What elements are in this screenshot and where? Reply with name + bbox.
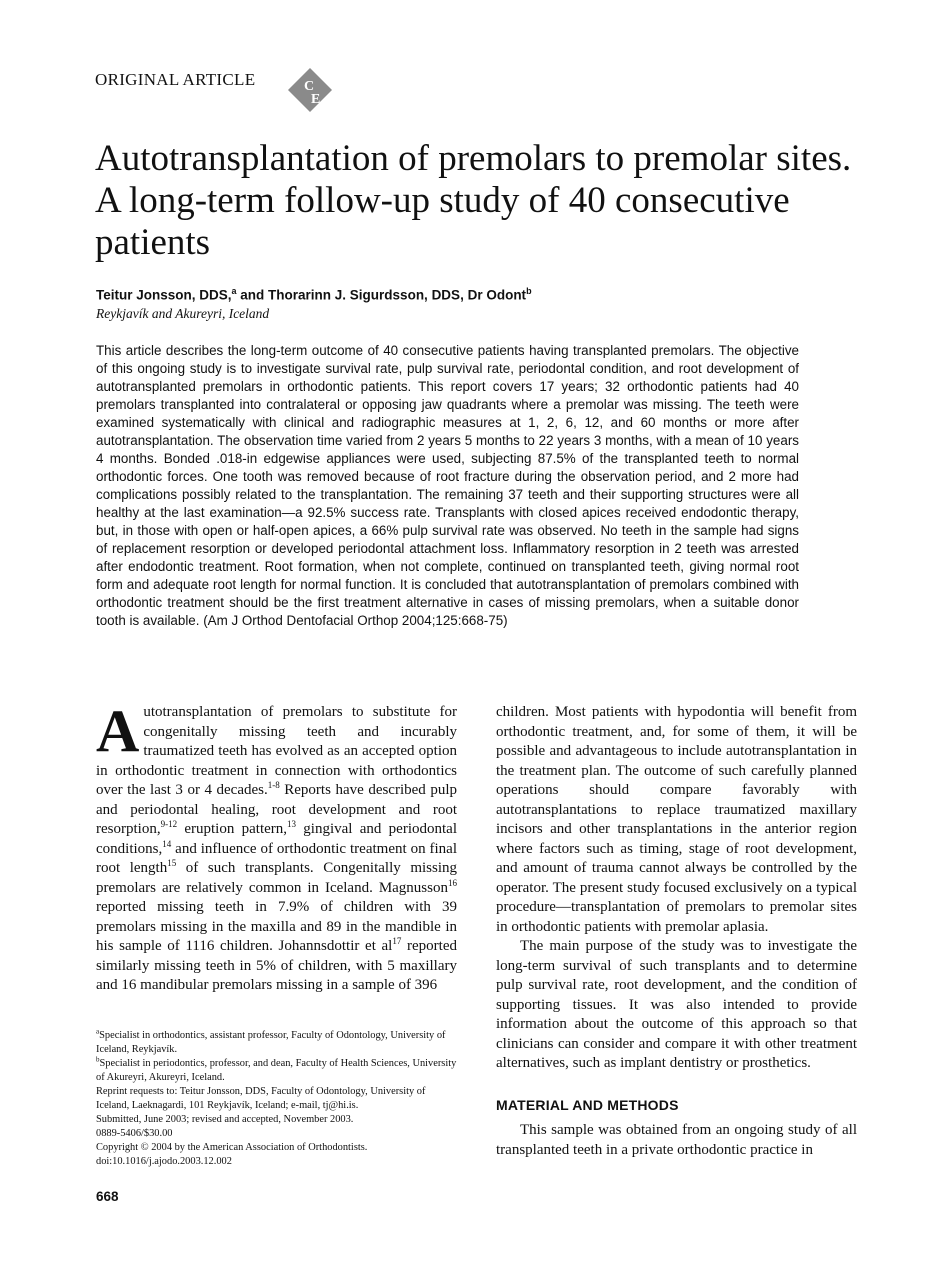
author-1: Teitur Jonsson, DDS,	[96, 287, 232, 303]
author-2: Thorarinn J. Sigurdsson, DDS, Dr Odont	[268, 287, 527, 303]
citation: 16	[448, 877, 457, 888]
footnote-text: Specialist in periodontics, professor, and dean, Faculty of Health Sciences, University of Akureyri, Akureyri, Iceland.	[96, 1058, 457, 1083]
submission-dates: Submitted, June 2003; revised and accepted, November 2003.	[96, 1114, 354, 1125]
article-title: Autotransplantation of premolars to premolar sites. A long-term follow-up study of 40 consecutive patients	[95, 138, 852, 263]
body-paragraph: This sample was obtained from an ongoing study of all transplanted teeth in a private orthodontic practice in	[496, 1122, 857, 1158]
citation: 14	[162, 838, 172, 849]
reprint-requests: Reprint requests to: Teitur Jonsson, DDS, Faculty of Odontology, University of Iceland, Laeknagardi, 101 Reykjavík, Iceland; e-mail, tj@hi.is.	[96, 1086, 426, 1111]
body-column-left	[96, 698, 457, 996]
author-joiner: and	[236, 287, 269, 303]
author-2-affiliation-marker: b	[526, 286, 532, 296]
journal-code: 0889-5406/$30.00	[96, 1128, 173, 1139]
footnote-text: Specialist in orthodontics, assistant professor, Faculty of Odontology, University of Iceland, Reykjavík.	[96, 1030, 446, 1055]
footnote-marker: b	[96, 1055, 100, 1064]
author-1-affiliation-marker: a	[231, 286, 237, 296]
footnotes	[96, 1029, 458, 1169]
intro-text: Reports have described pulp and periodontal healing, root development and root resorption,	[96, 782, 457, 837]
citation: 13	[287, 819, 297, 829]
citation: 1-8	[267, 780, 280, 790]
section-label: ORIGINAL ARTICLE	[95, 70, 256, 89]
intro-text: gingival and periodontal conditions,	[96, 821, 457, 857]
body-paragraph: The main purpose of the study was to investigate the long-term survival of such transplants and to determine pulp survival rate, root development, and the condition of supporting tissues. It was also intended to provide information about the outcome of this approach so that clinicians can consider and compare it with other treatment alternatives, such as implant dentistry or prosthetics.	[496, 938, 857, 1071]
abstract: This article describes the long-term outcome of 40 consecutive patients having transplanted premolars. The objective of this ongoing study is to investigate survival rate, pulp survival rate, periodontal condition, and root development of autotransplanted premolars in orthodontic patients. This report covers 17 years; 32 orthodontic patients had 40 premolars transplanted into contralateral or opposing jaw quadrants where a premolar was missing. The teeth were examined systematically with clinical and radiographic measures at 1, 2, 6, 12, and 60 months or more after autotransplantation. The observation time varied from 2 years 5 months to 22 years 3 months, with a mean of 10 years 4 months. Bonded .018-in edgewise appliances were used, subjecting 87.5% of the transplanted teeth to normal orthodontic forces. One tooth was removed because of root fracture during the observation period, and 2 more had complications possibly related to the transplantation. The remaining 37 teeth and their supporting structures were all healthy at the last examination—a 92.5% success rate. Transplants with closed apices received endodontic therapy, but, in those with open or half-open apices, a 66% pulp survival rate was observed. No teeth in the sample had signs of replacement resorption or developed periodontal attachment loss. Inflammatory resorption in 2 teeth was arrested after endodontic treatment. Root formation, when not complete, continued on transplanted teeth, giving normal root form and adequate root length for normal function. It is concluded that autotransplantation of premolars combined with orthodontic treatment should be the first treatment alternative in cases of missing premolars, when a suitable donor tooth is available. (Am J Orthod Dentofacial Orthop 2004;125:668-75)	[96, 343, 799, 628]
citation: 17	[392, 936, 402, 946]
badge-letter-e: E	[311, 92, 321, 107]
intro-paragraph	[96, 698, 457, 996]
body-column-right	[496, 703, 857, 1160]
doi: doi:10.1016/j.ajodo.2003.12.002	[96, 1156, 232, 1167]
intro-text: of such transplants. Congenitally missing premolars are relatively common in Iceland. Magnusson	[96, 860, 457, 896]
footnote-b	[96, 1057, 458, 1085]
body-paragraph: children. Most patients with hypodontia will benefit from orthodontic treatment, and, for some of them, it will be possible and advantageous to include autotransplantation in the treatment plan. The outcome of such carefully planned operations should compare favorably with autotransplantations to replace traumatized maxillary incisors and other transplantations in the anterior region where factors such as timing, stage of root development, and amount of trauma cannot always be controlled by the operator. The present study focused exclusively on a typical procedure—transplantation of premolars to premolar sites in orthodontic patients with premolar aplasia.	[496, 704, 857, 935]
footnote-marker: a	[96, 1027, 100, 1036]
drop-cap: A	[96, 698, 140, 764]
ce-badge-logo	[288, 68, 332, 112]
copyright: Copyright © 2004 by the American Association of Orthodontists.	[96, 1142, 368, 1153]
footnote-a	[96, 1029, 458, 1057]
page-number: 668	[96, 1189, 119, 1204]
author-affiliation: Reykjavík and Akureyri, Iceland	[96, 306, 270, 321]
badge-letter-c: C	[304, 79, 315, 94]
intro-text: utotransplantation of premolars to substitute for congenitally missing teeth and incurably traumatized teeth has evolved as an accepted option in orthodontic treatment in connection with orthodontics over the last 3 or 4 decades.	[96, 704, 457, 798]
citation: 9-12	[160, 819, 178, 829]
intro-text: reported missing teeth in 7.9% of children with 39 premolars missing in the maxilla and 89 in the mandible in his sample of 1116 children. Johannsdottir et al	[96, 899, 457, 954]
intro-text: eruption pattern,	[177, 821, 288, 837]
citation: 15	[167, 858, 177, 868]
intro-text: and influence of orthodontic treatment on final root length	[96, 840, 457, 876]
intro-text: reported similarly missing teeth in 5% of children, with 5 maxillary and 16 mandibular premolars missing in a sample of 396	[96, 938, 457, 993]
author-line	[96, 286, 532, 303]
section-heading: MATERIAL AND METHODS	[496, 1096, 679, 1113]
